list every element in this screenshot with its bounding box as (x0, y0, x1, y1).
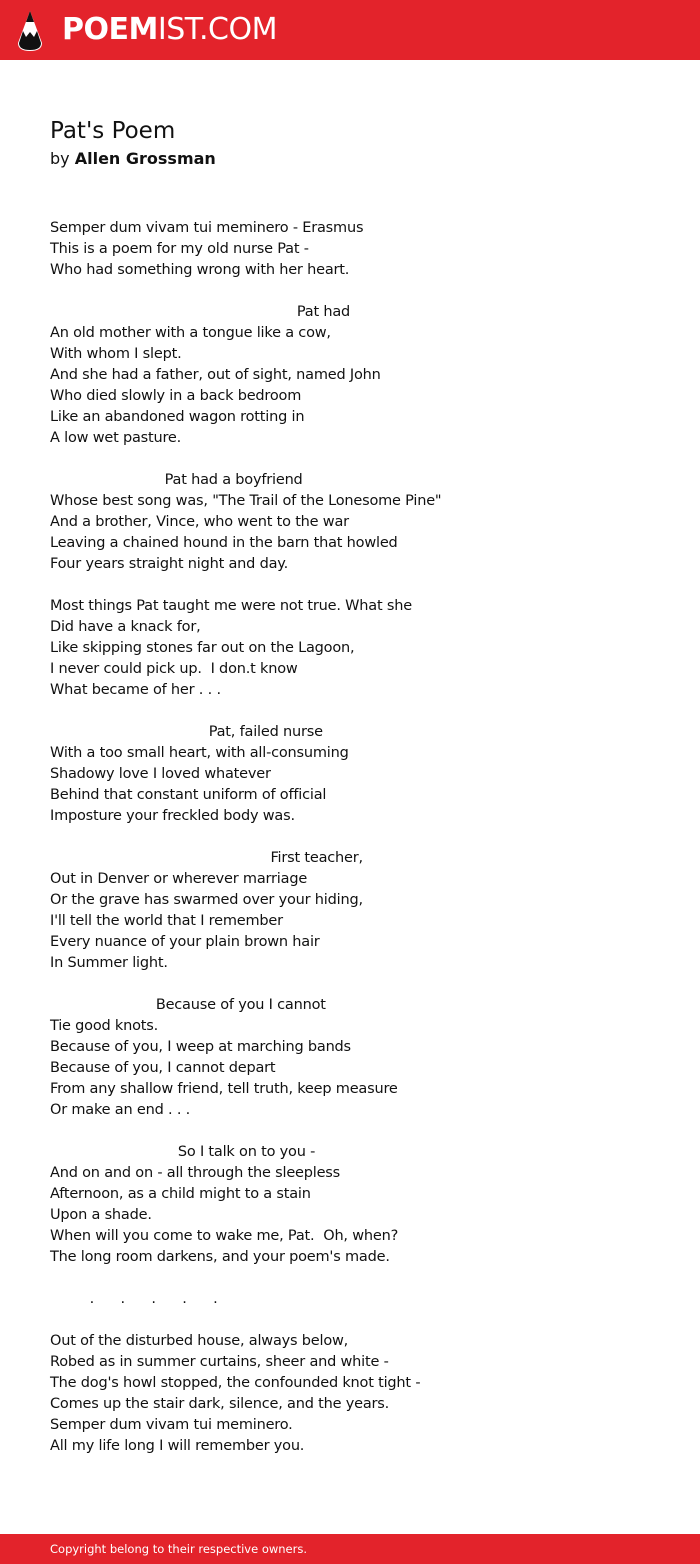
poem-line: The long room darkens, and your poem's made. (50, 1249, 390, 1265)
site-header (0, 0, 700, 60)
poem-line: Out of the disturbed house, always below, (50, 1333, 349, 1349)
stanza-break (50, 974, 670, 995)
poem-line: Shadowy love I loved whatever (50, 766, 271, 782)
poem-line: Every nuance of your plain brown hair (50, 934, 320, 950)
poem-line: Like an abandoned wagon rotting in (50, 409, 305, 425)
poem-line: Leaving a chained hound in the barn that howled (50, 535, 398, 551)
byline-prefix: by (50, 149, 70, 168)
poem-line: Who died slowly in a back bedroom (50, 388, 302, 404)
poem-line: With whom I slept. (50, 346, 182, 362)
poem-line: An old mother with a tongue like a cow, (50, 325, 331, 341)
poem-line: Did have a knack for, (50, 619, 201, 635)
poem-line: Comes up the stair dark, silence, and the years. (50, 1396, 390, 1412)
copyright-notice: Copyright belong to their respective owners. (50, 1542, 308, 1556)
poem-line: First teacher, (50, 850, 363, 866)
pencil-tip-icon[interactable] (17, 10, 43, 52)
site-logo[interactable] (62, 12, 277, 48)
poem-line: Semper dum vivam tui meminero - Erasmus (50, 220, 364, 236)
poem-line: Imposture your freckled body was. (50, 808, 295, 824)
stanza-break (50, 1121, 670, 1142)
poem-line: Who had something wrong with her heart. (50, 262, 350, 278)
poem-line: What became of her . . . (50, 682, 221, 698)
poem-line: Upon a shade. (50, 1207, 152, 1223)
stanza-break (50, 281, 670, 302)
poem-line: Pat had (50, 304, 351, 320)
poem-line: Afternoon, as a child might to a stain (50, 1186, 311, 1202)
poem-line: With a too small heart, with all-consuming (50, 745, 349, 761)
poem-line: I never could pick up. I don.t know (50, 661, 298, 677)
poem-line: In Summer light. (50, 955, 168, 971)
poem-title: Pat's Poem (50, 118, 176, 144)
stanza-break (50, 575, 670, 596)
poem-body (50, 218, 670, 1457)
poem-line: This is a poem for my old nurse Pat - (50, 241, 309, 257)
site-footer (0, 1534, 700, 1564)
poem-line: Out in Denver or wherever marriage (50, 871, 308, 887)
poem-line: So I talk on to you - (50, 1144, 316, 1160)
stanza-break (50, 701, 670, 722)
poem-line: Robed as in summer curtains, sheer and white - (50, 1354, 389, 1370)
poem-line: When will you come to wake me, Pat. Oh, when? (50, 1228, 399, 1244)
poem-line: And a brother, Vince, who went to the war (50, 514, 349, 530)
stanza-break (50, 449, 670, 470)
byline (50, 148, 216, 170)
poem-line: Semper dum vivam tui meminero. (50, 1417, 293, 1433)
poem-line: . . . . . (50, 1291, 218, 1307)
poem-line: Tie good knots. (50, 1018, 159, 1034)
poem-line: Pat had a boyfriend (50, 472, 303, 488)
author-name[interactable]: Allen Grossman (74, 149, 216, 168)
poem-line: And she had a father, out of sight, named John (50, 367, 381, 383)
poem-line: Because of you I cannot (50, 997, 326, 1013)
poem-line: Behind that constant uniform of official (50, 787, 327, 803)
logo-brand-bold: POEM (62, 12, 158, 47)
stanza-break (50, 1268, 670, 1289)
poem-line: Because of you, I cannot depart (50, 1060, 276, 1076)
poem-line: Or the grave has swarmed over your hiding, (50, 892, 363, 908)
poem-line: Pat, failed nurse (50, 724, 323, 740)
poem-line: And on and on - all through the sleepless (50, 1165, 341, 1181)
poem-line: Like skipping stones far out on the Lagoon, (50, 640, 355, 656)
poem-line: I'll tell the world that I remember (50, 913, 283, 929)
poem-line: All my life long I will remember you. (50, 1438, 305, 1454)
poem-line: The dog's howl stopped, the confounded knot tight - (50, 1375, 421, 1391)
poem-line: Most things Pat taught me were not true. What she (50, 598, 412, 614)
poem-line: A low wet pasture. (50, 430, 182, 446)
poem-line: From any shallow friend, tell truth, keep measure (50, 1081, 398, 1097)
stanza-break (50, 827, 670, 848)
logo-brand-light: IST.COM (157, 12, 277, 47)
stanza-break (50, 1310, 670, 1331)
poem-line: Or make an end . . . (50, 1102, 191, 1118)
poem-line: Four years straight night and day. (50, 556, 288, 572)
poem-line: Whose best song was, "The Trail of the Lonesome Pine" (50, 493, 442, 509)
poem-line: Because of you, I weep at marching bands (50, 1039, 351, 1055)
